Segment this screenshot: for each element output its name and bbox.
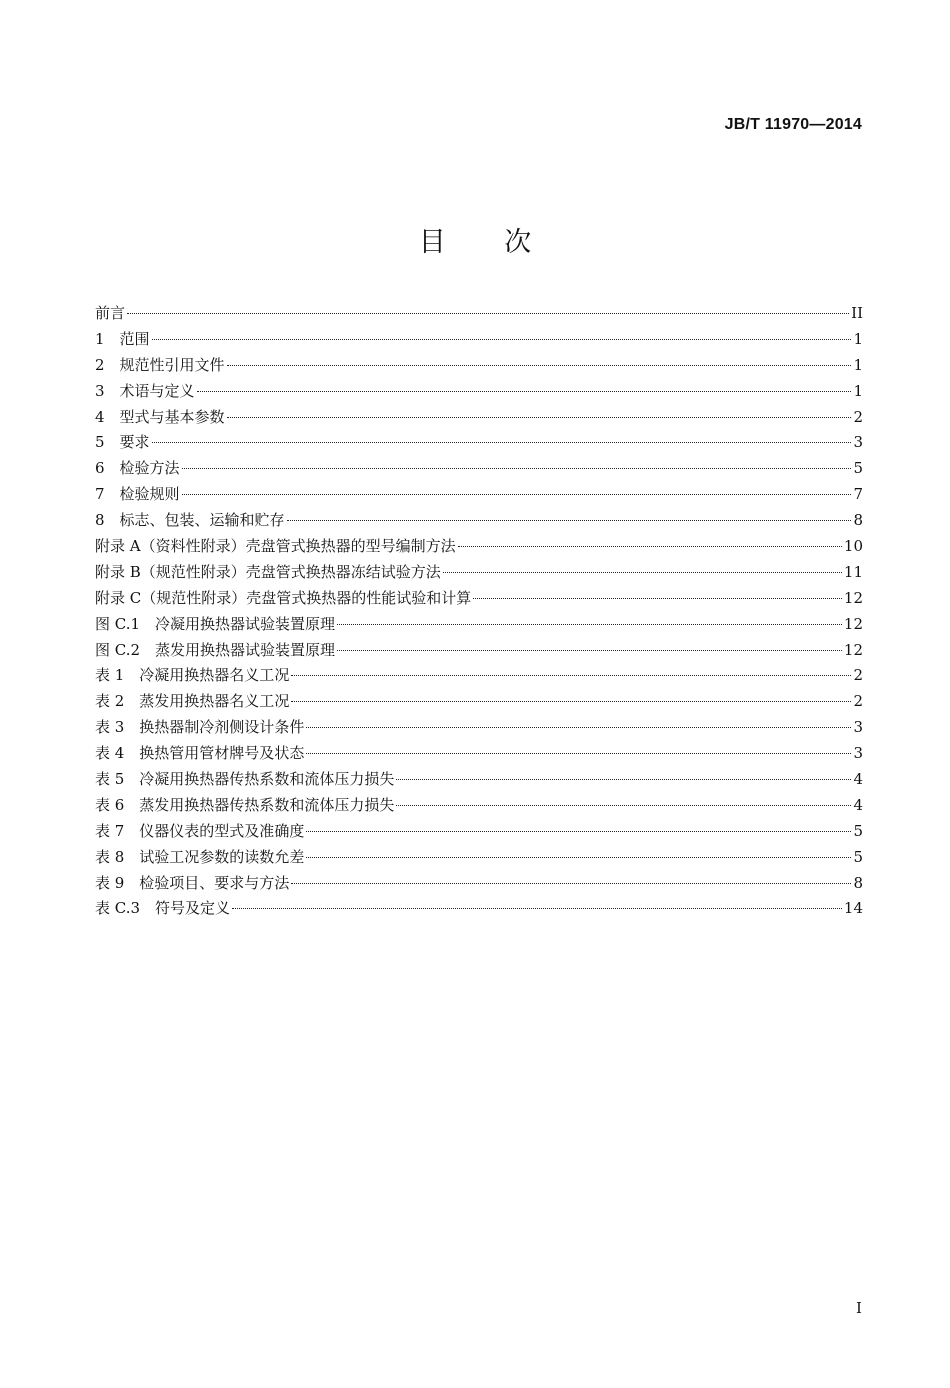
toc-entry[interactable] <box>95 689 863 715</box>
toc-leader <box>127 313 849 314</box>
toc-entry[interactable] <box>95 663 863 689</box>
toc-entry[interactable] <box>95 430 863 456</box>
toc-entry[interactable] <box>95 586 863 612</box>
toc-entry-label: 表 C.3 符号及定义 <box>95 899 231 918</box>
toc-leader <box>227 365 852 366</box>
toc-entry[interactable] <box>95 379 863 405</box>
toc-entry[interactable] <box>95 482 863 508</box>
toc-leader <box>337 624 842 625</box>
toc-leader <box>306 831 851 832</box>
toc-leader <box>197 391 852 392</box>
toc-entry-page: 4 <box>853 770 863 789</box>
toc-entry-page: 8 <box>853 873 863 892</box>
toc-leader <box>306 727 851 728</box>
toc-entry-label: 表 5 冷凝用换热器传热系数和流体压力损失 <box>95 770 395 789</box>
toc-entry-label: 8 标志、包装、运输和贮存 <box>95 511 285 530</box>
toc-entry-label: 前言 <box>95 304 126 322</box>
toc-entry[interactable] <box>95 871 863 897</box>
toc-entry[interactable] <box>95 456 863 482</box>
toc-leader <box>443 572 842 573</box>
toc-leader <box>291 883 851 884</box>
toc-entry[interactable] <box>95 793 863 819</box>
toc-leader <box>182 494 852 495</box>
toc-leader <box>152 339 852 340</box>
toc-entry-page: 7 <box>853 485 863 504</box>
toc-entry-page: 5 <box>853 847 863 866</box>
toc-entry-page: 8 <box>853 511 863 530</box>
toc-entry-label: 2 规范性引用文件 <box>95 355 225 374</box>
toc-entry-page: 3 <box>853 744 863 763</box>
toc-entry-label: 图 C.2 蒸发用换热器试验装置原理 <box>95 640 336 659</box>
toc-entry[interactable] <box>95 741 863 767</box>
toc-entry-page: 2 <box>853 692 863 711</box>
toc-leader <box>232 908 842 909</box>
toc-leader <box>458 546 842 547</box>
standard-code: JB/T 11970—2014 <box>724 116 862 133</box>
toc-entry-page: 3 <box>853 718 863 737</box>
toc-entry[interactable] <box>95 560 863 586</box>
toc-entry-label: 表 8 试验工况参数的读数允差 <box>95 847 305 866</box>
toc-leader <box>306 753 851 754</box>
page-title: 目 次 <box>418 227 532 258</box>
toc-entry[interactable] <box>95 327 863 353</box>
toc-entry[interactable] <box>95 301 863 327</box>
toc-entry[interactable] <box>95 767 863 793</box>
toc-entry[interactable] <box>95 819 863 845</box>
toc-entry-label: 4 型式与基本参数 <box>95 407 225 426</box>
toc-entry-label: 6 检验方法 <box>95 459 180 478</box>
toc-entry-label: 表 7 仪器仪表的型式及准确度 <box>95 821 305 840</box>
toc-entry-label: 表 2 蒸发用换热器名义工况 <box>95 692 290 711</box>
toc-entry-label: 附录 A（资料性附录）壳盘管式换热器的型号编制方法 <box>95 537 456 556</box>
toc-leader <box>306 857 851 858</box>
toc-entry-page: 12 <box>843 614 863 633</box>
toc-entry-label: 3 术语与定义 <box>95 381 195 400</box>
toc-entry-label: 图 C.1 冷凝用换热器试验装置原理 <box>95 614 336 633</box>
toc-entry-page: 11 <box>843 562 863 581</box>
toc-leader <box>227 417 852 418</box>
toc-entry-page: 1 <box>853 329 863 348</box>
toc-entry-label: 表 1 冷凝用换热器名义工况 <box>95 666 290 685</box>
toc-entry-label: 表 9 检验项目、要求与方法 <box>95 873 290 892</box>
toc-leader <box>337 650 842 651</box>
toc-entry-page: 12 <box>843 640 863 659</box>
toc-entry[interactable] <box>95 534 863 560</box>
toc-entry-page: 10 <box>843 537 863 556</box>
toc-entry-label: 7 检验规则 <box>95 485 180 504</box>
toc-entry-page: 2 <box>853 666 863 685</box>
toc-leader <box>287 520 852 521</box>
toc-entry-label: 5 要求 <box>95 433 150 452</box>
toc-entry-label: 附录 C（规范性附录）壳盘管式换热器的性能试验和计算 <box>95 588 472 607</box>
toc-entry-page: 5 <box>853 459 863 478</box>
toc-entry-label: 表 4 换热管用管材牌号及状态 <box>95 744 305 763</box>
toc-leader <box>396 805 851 806</box>
toc-entry[interactable] <box>95 896 863 922</box>
toc-leader <box>291 701 851 702</box>
toc-leader <box>291 675 851 676</box>
toc-entry[interactable] <box>95 405 863 431</box>
toc-entry[interactable] <box>95 715 863 741</box>
toc-entry-page: 4 <box>853 795 863 814</box>
toc-entry-label: 附录 B（规范性附录）壳盘管式换热器冻结试验方法 <box>95 562 441 581</box>
toc-leader <box>473 598 842 599</box>
toc-entry[interactable] <box>95 508 863 534</box>
toc-entry[interactable] <box>95 845 863 871</box>
toc-leader <box>182 468 852 469</box>
toc-entry[interactable] <box>95 612 863 638</box>
toc-entry-page: 1 <box>853 355 863 374</box>
toc-entry-page: II <box>851 304 863 322</box>
toc-entry[interactable] <box>95 638 863 664</box>
toc-entry-page: 5 <box>853 821 863 840</box>
toc-entry-page: 1 <box>853 381 863 400</box>
toc-entry-page: 2 <box>853 407 863 426</box>
toc-entry-label: 表 3 换热器制冷剂侧设计条件 <box>95 718 305 737</box>
toc-entry-label: 表 6 蒸发用换热器传热系数和流体压力损失 <box>95 795 395 814</box>
toc-leader <box>152 442 852 443</box>
toc-entry-page: 3 <box>853 433 863 452</box>
table-of-contents <box>95 301 863 922</box>
toc-leader <box>396 779 851 780</box>
toc-entry-label: 1 范围 <box>95 329 150 348</box>
page-number: I <box>856 1299 862 1317</box>
toc-entry-page: 14 <box>843 899 863 918</box>
toc-entry[interactable] <box>95 353 863 379</box>
toc-entry-page: 12 <box>843 588 863 607</box>
